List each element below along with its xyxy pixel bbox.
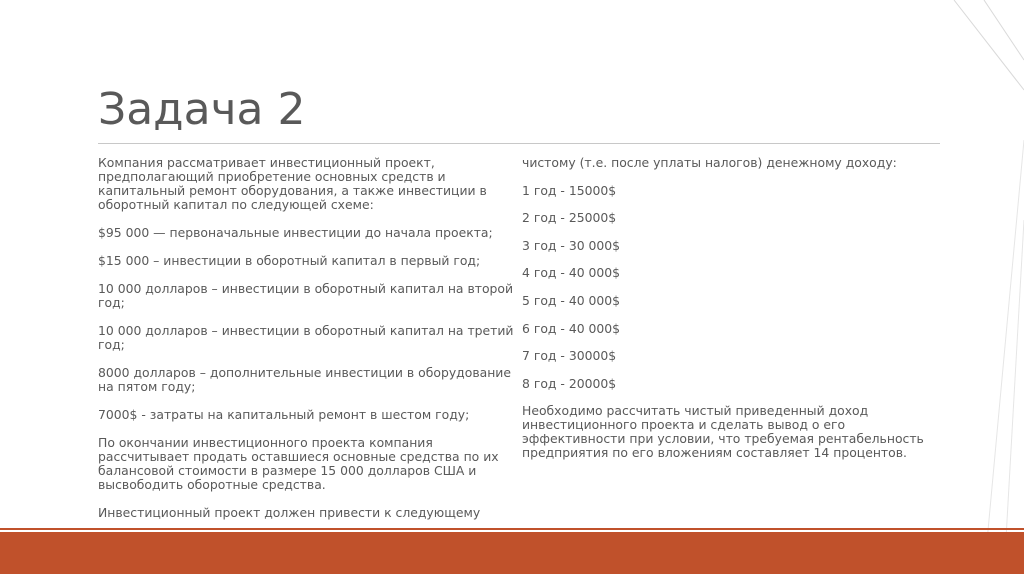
title-divider [98, 143, 940, 144]
paragraph-task-requirement: Необходимо рассчитать чистый приведенный доход инвестиционного проекта и сделать вывод о его эффективности при условии, что требуемая рентабельность предприятия по его вложениям составляет 14 процентов. [522, 403, 924, 461]
right-text-column [522, 156, 942, 474]
income-year-5: 5 год - 40 000$ [522, 292, 621, 308]
paragraph-income-lead: Инвестиционный проект должен привести к следующему [98, 505, 481, 520]
paragraph-intro: Компания рассматривает инвестиционный проект, предполагающий приобретение основных средств и капитальный ремонт оборудования, а также инвестиции в оборотный капитал по следующей схеме: [98, 155, 487, 212]
paragraph-year1-working-capital: $15 000 – инвестиции в оборотный капитал в первый год; [98, 253, 481, 268]
income-year-2: 2 год - 25000$ [522, 210, 617, 226]
income-year-7: 7 год - 30000$ [522, 348, 617, 364]
paragraph-income-continuation: чистому (т.е. после уплаты налогов) денежному доходу: [522, 155, 897, 170]
paragraph-year6-repair: 7000$ - затраты на капитальный ремонт в шестом году; [98, 407, 470, 422]
income-year-6: 6 год - 40 000$ [522, 320, 621, 336]
income-year-4: 4 год - 40 000$ [522, 265, 621, 281]
paragraph-project-end: По окончании инвестиционного проекта компания рассчитывает продать оставшиеся основные средства по их балансовой стоимости в размере 15 000 долларов США и высвободить оборотные средства. [98, 435, 499, 492]
paragraph-year2-working-capital: 10 000 долларов – инвестиции в оборотный капитал на второй год; [98, 281, 514, 310]
paragraph-initial-investment: $95 000 — первоначальные инвестиции до начала проекта; [98, 225, 493, 240]
paragraph-year3-working-capital: 10 000 долларов – инвестиции в оборотный капитал на третий год; [98, 323, 514, 352]
bottom-accent-bar [0, 532, 1024, 574]
decorative-corner-lines [944, 0, 1024, 574]
slide-title: Задача 2 [98, 84, 306, 135]
income-year-1: 1 год - 15000$ [522, 182, 617, 198]
income-year-3: 3 год - 30 000$ [522, 237, 621, 253]
bottom-accent-line [0, 528, 1024, 530]
left-text-column [98, 156, 518, 534]
paragraph-year5-equipment: 8000 долларов – дополнительные инвестиции в оборудование на пятом году; [98, 365, 511, 394]
income-year-8: 8 год - 20000$ [522, 375, 617, 391]
